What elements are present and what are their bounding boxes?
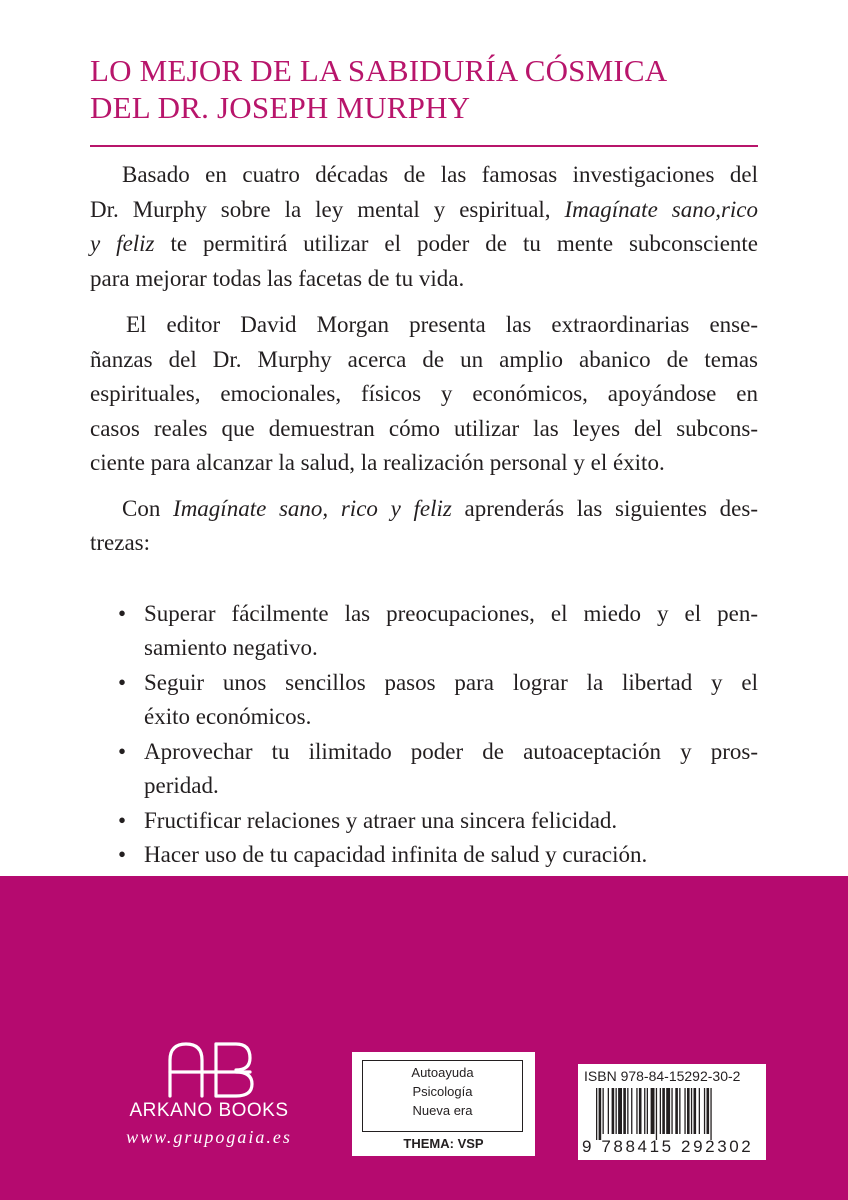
list-item-line-1: Seguir unos sencillos pasos para lograr la libertad y el (144, 669, 758, 695)
barcode-bar (647, 1088, 648, 1134)
barcode-bar (644, 1088, 645, 1134)
barcode-bar (623, 1088, 626, 1134)
publisher-name: ARKANO BOOKS (129, 1100, 289, 1121)
list-item (90, 804, 758, 839)
barcode-bar (699, 1088, 700, 1134)
barcode-bar (694, 1088, 697, 1134)
bullet-icon: • (118, 842, 127, 867)
heading-line-2: DEL DR. JOSEPH MURPHY (90, 90, 471, 125)
barcode-bar (596, 1088, 597, 1140)
p2-line-4: casos reales que demuestran cómo utilizar las leyes del subcons- (90, 415, 758, 441)
p1-line-3-text: te permitirá utilizar el poder de tu mente subconsciente (154, 231, 759, 256)
barcode-bar (660, 1088, 661, 1134)
barcode-bar (603, 1088, 604, 1134)
p3-text-a: Con (122, 495, 174, 521)
book-title-italic-cont: y feliz (90, 231, 155, 256)
barcode-bar (679, 1088, 680, 1134)
p1-line-1: Basado en cuatro décadas de las famosas investigaciones del (122, 162, 758, 187)
ab-monogram-logo-icon (140, 1040, 280, 1098)
paragraph-3 (90, 492, 758, 561)
barcode-bar (656, 1088, 657, 1140)
list-item-line-1: Aprovechar tu ilimitado poder de autoaceptación y pros- (144, 738, 758, 764)
barcode-bar (675, 1088, 678, 1134)
barcode-bar (636, 1088, 637, 1134)
category-item: Nueva era (412, 1103, 473, 1118)
list-item (90, 597, 758, 666)
bullet-icon: • (118, 738, 127, 764)
list-item-line-1: Fructificar relaciones y atraer una sincera felicidad. (144, 807, 618, 833)
p2-line-2: ñanzas del Dr. Murphy acerca de un amplio abanico de temas (90, 346, 758, 372)
list-item-line-2: éxito económicos. (144, 704, 312, 729)
paragraph-1 (90, 158, 758, 296)
barcode-bar (704, 1088, 705, 1134)
barcode-bar (639, 1088, 642, 1134)
p2-line-3: espirituales, emocionales, físicos y económicos, apoyándose en (90, 381, 758, 406)
list-item-line-1: Hacer uso de tu capacidad infinita de salud y curación. (144, 842, 648, 867)
isbn-label: ISBN 978-84-15292-30-2 (584, 1068, 741, 1084)
ean-number: 9 788415 292302 (582, 1137, 754, 1156)
list-item (90, 735, 758, 804)
p3-text-c: aprenderás las siguientes des- (451, 495, 759, 521)
list-item (90, 666, 758, 735)
barcode-bar (616, 1088, 617, 1134)
paragraph-2 (90, 308, 758, 481)
cover-heading (90, 52, 780, 126)
list-item-line-2: peridad. (144, 773, 219, 798)
bullet-icon: • (118, 807, 127, 833)
p1-line-2 (90, 193, 758, 228)
barcode-icon (596, 1088, 756, 1140)
publisher-website: www.grupogaia.es (126, 1127, 292, 1147)
p2-line-1: El editor David Morgan presenta las extraordinarias ense- (126, 312, 758, 337)
blurb-body (90, 158, 758, 896)
p1-line-4: para mejorar todas las facetas de tu vida. (90, 265, 465, 291)
thema-code: THEMA: VSP (403, 1136, 484, 1151)
category-box (352, 1052, 535, 1156)
bullet-icon: • (118, 600, 127, 626)
barcode-bar (618, 1088, 622, 1134)
p2-line-5: ciente para alcanzar la salud, la realización personal y el éxito. (90, 450, 665, 475)
barcode-bar (691, 1088, 692, 1134)
barcode-bar (599, 1088, 602, 1140)
p3-line-1 (90, 492, 758, 527)
barcode-bar (666, 1088, 670, 1134)
list-item-line-2: samiento negativo. (144, 635, 318, 660)
barcode-bar (710, 1088, 711, 1140)
p1-line-2-text: Dr. Murphy sobre la ley mental y espiritual, (90, 196, 565, 222)
barcode-bar (687, 1088, 690, 1134)
barcode-bar (651, 1088, 655, 1134)
isbn-barcode-box (578, 1064, 766, 1160)
category-item: Psicología (412, 1084, 473, 1099)
p3-line-2: trezas: (90, 530, 151, 555)
ab-monogram-svg (164, 1040, 256, 1098)
barcode-bar (671, 1088, 672, 1134)
book-title-italic: Imagínate sano,rico (564, 196, 758, 222)
barcode-bar (631, 1088, 632, 1134)
category-list (362, 1060, 523, 1132)
list-item-line-1: Superar fácilmente las preocupaciones, el miedo y el pen- (144, 600, 758, 626)
barcode-bar (608, 1088, 609, 1134)
book-title-italic-2: Imagínate sano, rico y feliz (173, 495, 452, 521)
barcode-bar (707, 1088, 710, 1134)
list-item (90, 838, 758, 873)
barcode-bar (684, 1088, 685, 1134)
barcode-bar (612, 1088, 615, 1134)
bullet-icon: • (118, 669, 127, 695)
skills-list (90, 597, 758, 873)
heading-line-1: LO MEJOR DE LA SABIDURÍA CÓSMICA (90, 53, 668, 88)
barcode-bar (627, 1088, 628, 1134)
barcode-bar (662, 1088, 665, 1134)
heading-divider (90, 145, 758, 147)
category-item: Autoayuda (411, 1065, 474, 1080)
p1-line-3 (90, 227, 758, 262)
